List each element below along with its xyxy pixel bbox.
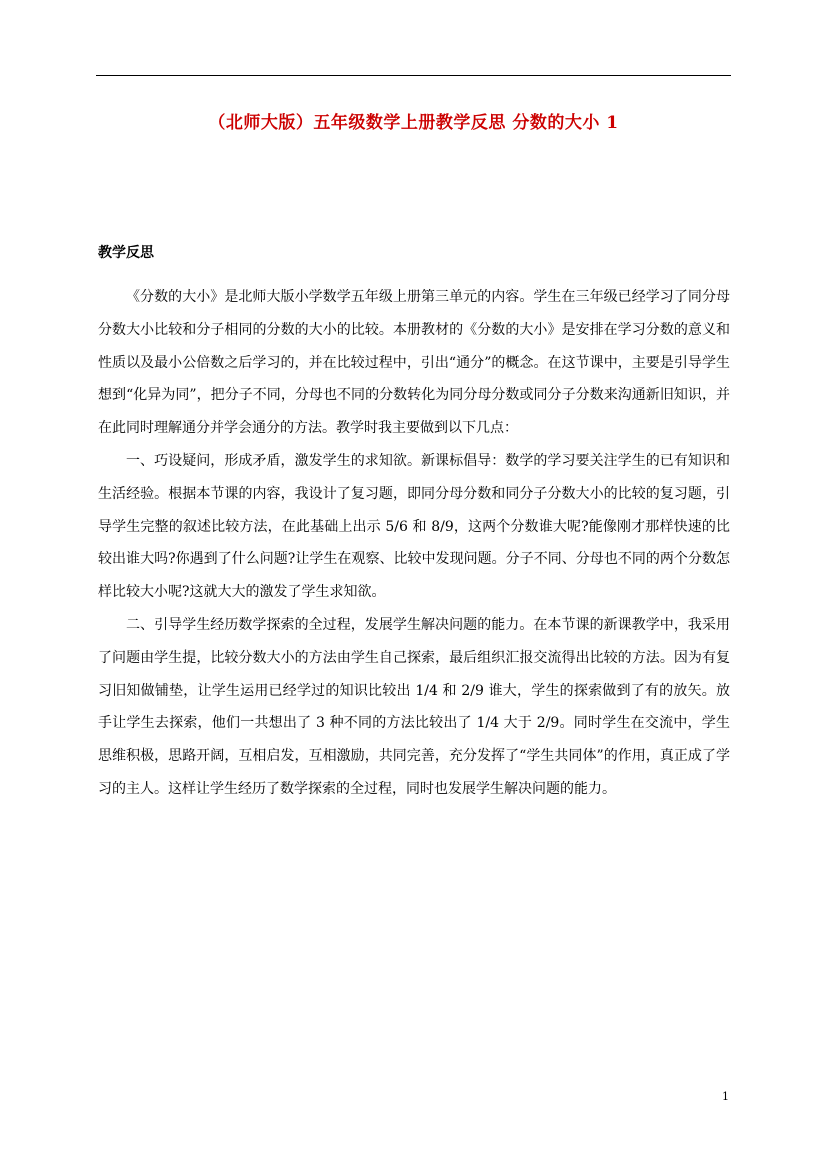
paragraph-intro: 《分数的大小》是北师大版小学数学五年级上册第三单元的内容。学生在三年级已经学习了同分母分数大小比较和分子相同的分数的大小的比较。本册教材的《分数的大小》是安排在学习分数的意义和性质以及最小公倍数之后学习的，并在比较过程中，引出“通分”的概念。在这节课中，主要是引导学生想到“化异为同”，把分子不同，分母也不同的分数转化为同分母分数或同分子分数来沟通新旧知识，并在此同时理解通分并学会通分的方法。教学时我主要做到以下几点： <box>98 289 730 437</box>
section-heading: 教学反思 <box>98 245 154 261</box>
header-rule <box>96 75 731 76</box>
paragraph-point-one: 一、巧设疑问，形成矛盾，激发学生的求知欲。新课标倡导：数学的学习要关注学生的已有知识和生活经验。根据本节课的内容，我设计了复习题，即同分母分数和同分子分数大小的比较的复习题，引导学生完整的叙述比较方法，在此基础上出示 5/6 和 8/9，这两个分数谁大呢?能像刚才那样快速的比较出谁大吗?你遇到了什么问题?让学生在观察、比较中发现问题。分子不同、分母也不同的两个分数怎样比较大小呢?这就大大的激发了学生求知欲。 <box>98 452 730 601</box>
document-body <box>98 281 730 806</box>
paragraph-point-two: 二、引导学生经历数学探索的全过程，发展学生解决问题的能力。在本节课的新课教学中，我采用了问题由学生提，比较分数大小的方法由学生自己探索，最后组织汇报交流得出比较的方法。因为有复习旧知做铺垫，让学生运用已经学过的知识比较出 1/4 和 2/9 谁大，学生的探索做到了有的放矢。放手让学生去探索，他们一共想出了 3 种不同的方法比较出了 1/4 大于 2/9。同时学生在交流中，学生思维积极，思路开阔，互相启发，互相激励，共同完善，充分发挥了“学生共同体”的作用，真正成了学习的主人。这样让学生经历了数学探索的全过程，同时也发展学生解决问题的能力。 <box>98 616 730 797</box>
document-title: （北师大版）五年级数学上册教学反思 分数的大小 1 <box>208 113 619 133</box>
page-number: 1 <box>722 1090 729 1103</box>
